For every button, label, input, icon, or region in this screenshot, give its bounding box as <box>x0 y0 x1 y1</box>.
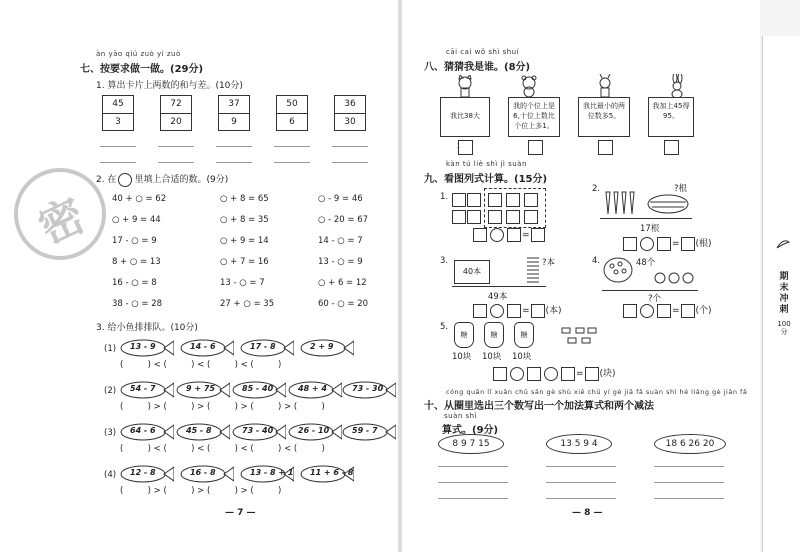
unknown-label: ?个 <box>648 294 662 304</box>
square-shape <box>467 210 481 224</box>
q2-title: 2. 在 里填上合适的数。(9分) <box>96 172 228 187</box>
fish-card: 26 - 10 <box>288 422 342 442</box>
amount-label: 10块 <box>482 352 502 362</box>
problem-label: 4. <box>592 256 601 266</box>
fish-card: 85 - 40 <box>232 380 286 400</box>
equation-blanks[interactable]: = <box>472 228 546 242</box>
answer-line[interactable] <box>100 146 136 147</box>
square-shape <box>467 193 481 207</box>
q2-equation[interactable]: 13 - ○ = 9 <box>318 257 363 267</box>
fish-card: 13 - 9 <box>120 338 174 358</box>
riddle-card: 我加上45得95。 <box>648 97 694 137</box>
square-shape <box>452 193 466 207</box>
fish-card: 2 + 9 <box>300 338 354 358</box>
candy-bag: 糖 <box>454 322 474 348</box>
top-label: 48个 <box>636 258 656 268</box>
q2-equation[interactable]: ○ + 9 = 44 <box>112 215 161 225</box>
cat-icon <box>456 75 474 97</box>
square-shape <box>488 210 502 224</box>
square-shape <box>524 193 538 207</box>
comparison-row[interactable]: ( ) < ( ) < ( ) < ( ) <box>120 360 282 370</box>
section10-pinyin: cóng quān lǐ xuǎn chū sān gè shù xiě chū yí gè jiā fǎ suàn shì hé liǎng gè jiǎn fǎ <box>446 388 748 396</box>
answer-box[interactable] <box>528 140 543 155</box>
comparison-row[interactable]: ( ) < ( ) < ( ) < ( ) < ( ) <box>120 444 325 454</box>
unknown-label: ?根 <box>674 184 688 194</box>
section8-pinyin: cāi cai wǒ shì shuí <box>446 48 520 56</box>
bear-icon <box>520 75 538 97</box>
number-card: 37 9 <box>218 95 250 131</box>
section10-pinyin2: suàn shì <box>444 412 478 420</box>
fish-card: 73 - 30 <box>342 380 396 400</box>
answer-line[interactable] <box>654 466 724 467</box>
problem-label: 2. <box>592 184 601 194</box>
fish-card: 45 - 8 <box>176 422 230 442</box>
group-label: (2) <box>104 386 117 396</box>
answer-line[interactable] <box>438 498 508 499</box>
answer-line[interactable] <box>438 482 508 483</box>
riddle-card: 我比最小的两位数多5。 <box>578 97 630 137</box>
comparison-row[interactable]: ( ) > ( ) > ( ) > ( ) <box>120 486 282 496</box>
book-stack-icon <box>526 256 540 284</box>
q2-equation[interactable]: 40 + ○ = 62 <box>112 194 167 204</box>
unknown-label: ?本 <box>542 258 556 268</box>
q2-equation[interactable]: ○ - 9 = 46 <box>318 194 363 204</box>
answer-line[interactable] <box>438 466 508 467</box>
q3-title: 3. 给小鱼排排队。(10分) <box>96 323 198 333</box>
circle-icon <box>118 173 132 187</box>
riddle-card: 我的个位上是6,十位上数比个位上多1。 <box>508 97 560 137</box>
riddle-card: 我比38大 <box>440 97 490 137</box>
answer-line[interactable] <box>332 162 368 163</box>
answer-line[interactable] <box>216 162 252 163</box>
brace-line <box>602 290 698 291</box>
logo-icon <box>775 236 791 252</box>
group-label: (3) <box>104 428 117 438</box>
q2-equation[interactable]: 17 - ○ = 9 <box>112 236 157 246</box>
page-number: — 8 — <box>572 508 603 518</box>
answer-line[interactable] <box>216 146 252 147</box>
fish-card: 9 + 75 <box>176 380 230 400</box>
q2-equation[interactable]: 16 - ○ = 8 <box>112 278 157 288</box>
total-label: 17根 <box>640 224 660 234</box>
book-box: 40本 <box>454 260 490 284</box>
square-shape <box>506 210 520 224</box>
q2-equation[interactable]: ○ - 20 = 67 <box>318 215 369 225</box>
left-page <box>0 0 398 552</box>
page-number: — 7 — <box>225 508 256 518</box>
q2-equation[interactable]: 13 - ○ = 7 <box>220 278 265 288</box>
problem-label: 5. <box>440 322 449 332</box>
answer-box[interactable] <box>458 140 473 155</box>
comparison-row[interactable]: ( ) > ( ) > ( ) > ( ) > ( ) <box>120 402 325 412</box>
answer-line[interactable] <box>654 482 724 483</box>
q2-equation[interactable]: ○ + 7 = 16 <box>220 257 269 267</box>
number-card: 45 3 <box>102 95 134 131</box>
fish-card: 17 - 8 <box>240 338 294 358</box>
equation-blanks[interactable]: = (根) <box>622 236 712 251</box>
group-label: (4) <box>104 470 117 480</box>
number-oval: 13 5 9 4 <box>546 434 612 454</box>
fish-card: 64 - 6 <box>120 422 174 442</box>
brace-line <box>600 218 692 219</box>
q2-equation[interactable]: 14 - ○ = 7 <box>318 236 363 246</box>
section9-title: 九、看图列式计算。(15分) <box>424 174 548 185</box>
answer-line[interactable] <box>100 162 136 163</box>
answer-box[interactable] <box>598 140 613 155</box>
answer-line[interactable] <box>158 146 194 147</box>
fish-card: 73 - 40 <box>232 422 286 442</box>
fish-card: 11 + 6 - 8 <box>300 464 354 484</box>
apples-icon <box>654 270 698 284</box>
carrot-icon <box>602 188 642 216</box>
rabbit-icon <box>668 74 686 98</box>
right-page <box>402 0 760 552</box>
candy-icon <box>558 326 598 350</box>
q2-equation[interactable]: 60 - ○ = 20 <box>318 299 369 309</box>
total-label: 49本 <box>488 292 508 302</box>
q2-equation[interactable]: 8 + ○ = 13 <box>112 257 161 267</box>
section7-title: 七、按要求做一做。(29分) <box>80 64 204 75</box>
fish-card: 59 - 7 <box>342 422 396 442</box>
brand-tag: 100分 <box>777 320 791 336</box>
fish-card: 14 - 6 <box>180 338 234 358</box>
fish-card: 12 - 8 <box>120 464 174 484</box>
equation-blanks[interactable]: = (个) <box>622 303 712 318</box>
section7-pinyin: àn yāo qiú zuò yi zuò <box>96 50 181 58</box>
square-shape <box>488 193 502 207</box>
square-shape <box>524 210 538 224</box>
fish-card: 13 - 8 + 1 <box>240 464 294 484</box>
answer-box[interactable] <box>664 140 679 155</box>
amount-label: 10块 <box>512 352 532 362</box>
number-card: 36 30 <box>334 95 366 131</box>
group-label: (1) <box>104 344 117 354</box>
answer-line[interactable] <box>332 146 368 147</box>
q2-equation[interactable]: ○ + 8 = 65 <box>220 194 269 204</box>
brace-line <box>452 286 546 287</box>
brand-name: 期末冲刺 <box>779 272 789 315</box>
answer-line[interactable] <box>546 466 616 467</box>
section8-title: 八、猜猜我是谁。(8分) <box>424 62 531 73</box>
fish-card: 54 - 7 <box>120 380 174 400</box>
fish-card: 48 + 4 <box>288 380 342 400</box>
q2-equation[interactable]: 38 - ○ = 28 <box>112 299 163 309</box>
secret-stamp: 密 <box>14 168 106 260</box>
number-card: 50 6 <box>276 95 308 131</box>
q2-equation[interactable]: 27 + ○ = 35 <box>220 299 275 309</box>
square-shape <box>452 210 466 224</box>
number-oval: 18 6 26 20 <box>654 434 726 454</box>
section10-title2: 算式。(9分) <box>442 425 499 436</box>
problem-label: 1. <box>440 192 449 202</box>
equation-blanks[interactable]: = (本) <box>472 303 562 318</box>
q2-equation[interactable]: ○ + 8 = 35 <box>220 215 269 225</box>
section9-pinyin: kàn tú liè shì jì suàn <box>446 160 527 168</box>
binding-sidebar <box>762 36 800 552</box>
answer-line[interactable] <box>546 498 616 499</box>
equation-blanks[interactable]: = (块) <box>492 366 616 381</box>
deer-icon <box>596 74 614 98</box>
problem-label: 3. <box>440 256 449 266</box>
section10-title: 十、从圈里选出三个数写出一个加法算式和两个减法 <box>424 401 654 412</box>
answer-line[interactable] <box>546 482 616 483</box>
apple-tree-icon <box>602 256 634 288</box>
number-oval: 8 9 7 15 <box>438 434 504 454</box>
q2-equation[interactable]: ○ + 6 = 12 <box>318 278 367 288</box>
number-card: 72 20 <box>160 95 192 131</box>
answer-line[interactable] <box>158 162 194 163</box>
candy-bag: 糖 <box>514 322 534 348</box>
answer-line[interactable] <box>654 498 724 499</box>
basket-icon <box>646 194 690 216</box>
candy-bag: 糖 <box>484 322 504 348</box>
answer-line[interactable] <box>274 146 310 147</box>
q2-equation[interactable]: ○ + 9 = 14 <box>220 236 269 246</box>
answer-line[interactable] <box>274 162 310 163</box>
fish-card: 16 - 8 <box>180 464 234 484</box>
q1-title: 1. 算出卡片上两数的和与差。(10分) <box>96 81 243 91</box>
square-shape <box>506 193 520 207</box>
amount-label: 10块 <box>452 352 472 362</box>
